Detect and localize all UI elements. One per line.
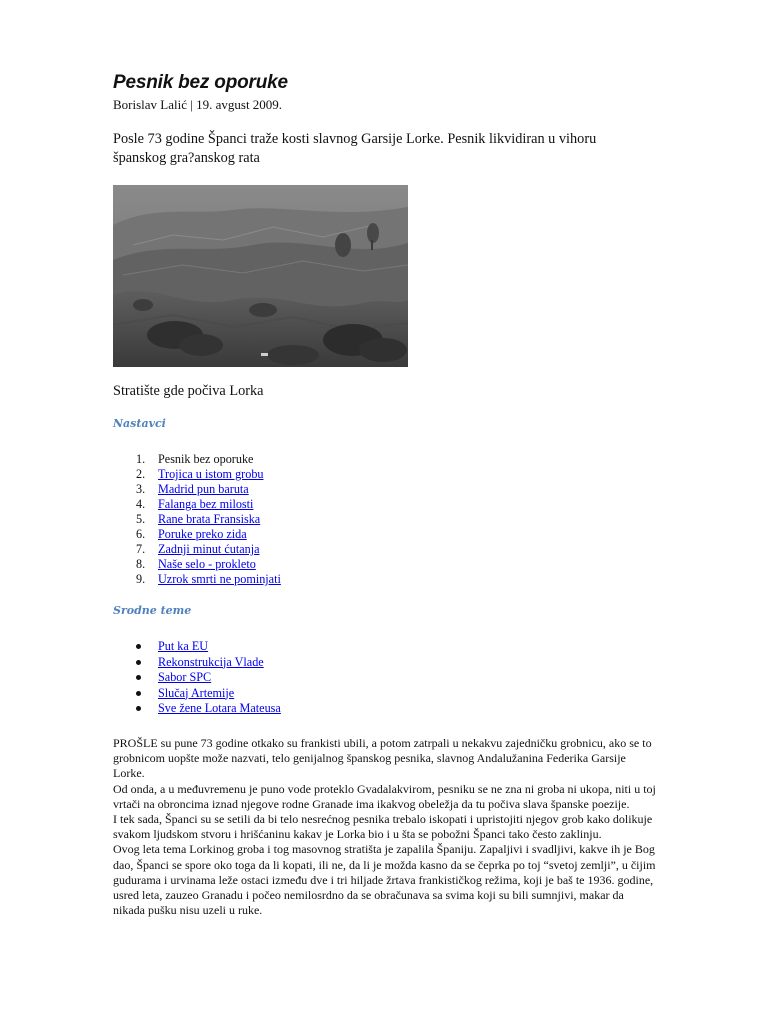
- article-title: Pesnik bez oporuke: [113, 72, 288, 93]
- related-topic-item: [113, 686, 281, 702]
- series-item-number: 3.: [136, 482, 146, 496]
- series-heading: Nastavci: [113, 417, 166, 430]
- related-topics-list: [113, 639, 281, 717]
- series-item-number: 7.: [136, 542, 146, 556]
- series-item-number: 4.: [136, 497, 146, 511]
- bullet-icon: [136, 644, 141, 649]
- series-item: [113, 467, 281, 482]
- series-link[interactable]: Zadnji minut ćutanja: [158, 542, 260, 556]
- photo-caption: Stratište gde počiva Lorka: [113, 383, 264, 399]
- bullet-icon: [136, 691, 141, 696]
- related-topic-link[interactable]: Sve žene Lotara Mateusa: [158, 701, 281, 715]
- series-item: [113, 452, 281, 467]
- related-topic-item: [113, 639, 281, 655]
- related-topics-heading: Srodne teme: [113, 604, 192, 617]
- bullet-icon: [136, 706, 141, 711]
- related-topic-link[interactable]: Slučaj Artemije: [158, 685, 235, 700]
- article-body: [113, 736, 658, 918]
- series-item: [113, 572, 281, 587]
- series-link[interactable]: Trojica u istom grobu: [158, 467, 264, 481]
- series-item-number: 2.: [136, 467, 146, 481]
- series-item: [113, 512, 281, 527]
- related-topic-item: [113, 655, 281, 671]
- series-link[interactable]: Poruke preko zida: [158, 527, 247, 541]
- series-item: [113, 482, 281, 497]
- series-item-number: 6.: [136, 527, 146, 541]
- series-link[interactable]: Madrid pun baruta: [158, 482, 249, 496]
- series-item: [113, 557, 281, 572]
- related-topic-link[interactable]: Sabor SPC: [158, 670, 212, 684]
- related-topic-item: [113, 670, 281, 686]
- series-link[interactable]: Uzrok smrti ne pominjati: [158, 572, 281, 586]
- body-paragraph: PROŠLE su pune 73 godine otkako su frankisti ubili, a potom zatrpali u nekakvu zajedničku grobnicu, ako se to grobnicom uopšte može nazvati, telo genijalnog španskog pesnika, slavnog Andalužanina Federika Garsije Lorke.: [113, 736, 652, 781]
- series-link[interactable]: Falanga bez milosti: [158, 497, 254, 511]
- related-topic-link[interactable]: Put ka EU: [158, 639, 209, 653]
- series-item-number: 9.: [136, 572, 146, 586]
- bullet-icon: [136, 675, 141, 680]
- body-paragraph: Od onda, a u međuvremenu je puno vode proteklo Gvadalakvirom, pesniku se ne zna ni groba ni ukopa, niti u toj vrtači na obroncima iznad njegove rodne Granade ima ikakvog obeležja da tu počiva slava španske poezije.: [113, 781, 656, 811]
- series-list: [113, 452, 281, 587]
- series-item-current: Pesnik bez oporuke: [158, 452, 254, 466]
- series-item-number: 5.: [136, 512, 146, 526]
- article-subtitle: Posle 73 godine Španci traže kosti slavnog Garsije Lorke. Pesnik likvidiran u vihoru španskog gra?anskog rata: [113, 131, 597, 166]
- related-topic-link[interactable]: Rekonstrukcija Vlade: [158, 654, 264, 669]
- related-topic-item: [113, 701, 281, 717]
- body-paragraph: Ovog leta tema Lorkinog groba i tog masovnog stratišta je zapalila Španiju. Zapaljivi i svadljivi, kakve ih je Bog dao, Španci se spore oko toga da li kopati, ili ne, da li je možda kasno da se čeprka po toj “svetoj zemlji”, u čijim gudurama i urvinama leže ostaci između dve i tri hiljade žrtava frankističkog režima, koji je baš te 1936. godine, usred leta, zauzeo Granadu i počeo nemilosrdno da se obračunava sa svima koji su bili sumnjivi, makar da nikada pušku nisu uzeli u ruke.: [113, 842, 656, 918]
- body-paragraph: I tek sada, Španci su se setili da bi telo nesrećnog pesnika trebalo iskopati i upristojiti njegov grob kako dolikuje svakom ljudskom stvoru i hrišćaninu kakav je Lorka bio i u šta se pobožni Španci tako često zaklinju.: [113, 812, 653, 842]
- series-link[interactable]: Naše selo - prokleto: [158, 557, 256, 571]
- series-item: [113, 527, 281, 542]
- bullet-icon: [136, 660, 141, 665]
- series-item: [113, 542, 281, 557]
- series-item-number: 1.: [136, 452, 146, 466]
- series-item-number: 8.: [136, 557, 146, 571]
- series-link[interactable]: Rane brata Fransiska: [158, 512, 261, 526]
- series-item: [113, 497, 281, 512]
- article-byline: Borislav Lalić | 19. avgust 2009.: [113, 97, 283, 112]
- execution-site-photo: [113, 185, 408, 367]
